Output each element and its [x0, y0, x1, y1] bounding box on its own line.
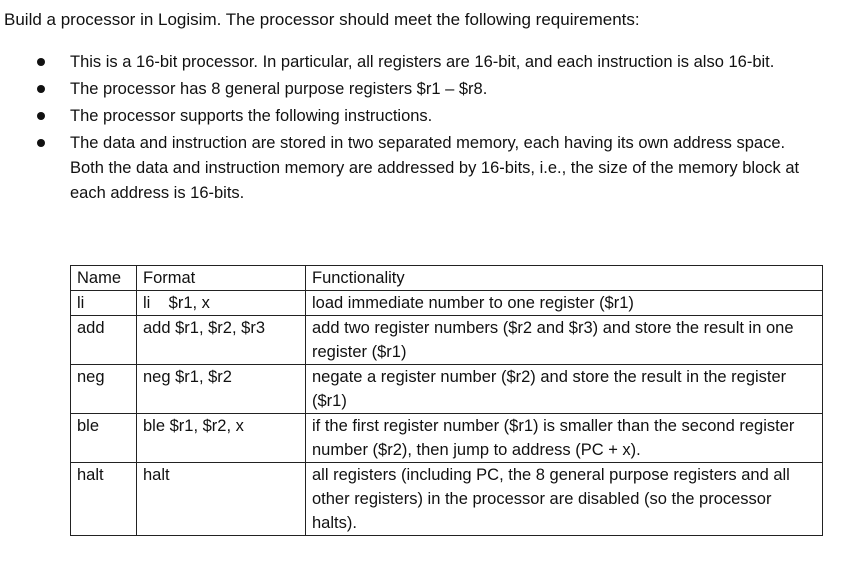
- cell-name: halt: [71, 463, 137, 536]
- table-row: [71, 365, 823, 414]
- bullet-icon: [37, 139, 45, 147]
- cell-functionality: load immediate number to one register ($r1): [306, 291, 823, 316]
- header-functionality: Functionality: [306, 266, 823, 291]
- cell-format: halt: [137, 463, 306, 536]
- cell-name: li: [71, 291, 137, 316]
- instruction-table: [70, 265, 823, 536]
- cell-format: ble $r1, $r2, x: [137, 414, 306, 463]
- requirement-item: [0, 104, 849, 129]
- cell-functionality: add two register numbers ($r2 and $r3) and store the result in one register ($r1): [306, 316, 823, 365]
- requirement-text: The processor has 8 general purpose registers $r1 – $r8.: [70, 80, 488, 98]
- requirement-text: The data and instruction are stored in two separated memory, each having its own address space. Both the data and instruction memory are addressed by 16-bits, i.e., the size of the memory block at each address is 16-bits.: [70, 134, 800, 202]
- cell-name: ble: [71, 414, 137, 463]
- bullet-icon: [37, 58, 45, 66]
- bullet-icon: [37, 85, 45, 93]
- requirement-text: The processor supports the following instructions.: [70, 107, 433, 125]
- cell-format: neg $r1, $r2: [137, 365, 306, 414]
- header-format: Format: [137, 266, 306, 291]
- cell-format: add $r1, $r2, $r3: [137, 316, 306, 365]
- cell-format: li $r1, x: [137, 291, 306, 316]
- cell-name: add: [71, 316, 137, 365]
- table-row: [71, 291, 823, 316]
- cell-functionality: if the first register number ($r1) is smaller than the second register number ($r2), then jump to address (PC + x).: [306, 414, 823, 463]
- cell-functionality: negate a register number ($r2) and store the result in the register ($r1): [306, 365, 823, 414]
- requirement-item: [0, 50, 849, 75]
- cell-functionality: all registers (including PC, the 8 general purpose registers and all other registers) in the processor are disabled (so the processor halts).: [306, 463, 823, 536]
- table-row: [71, 414, 823, 463]
- cell-name: neg: [71, 365, 137, 414]
- header-name: Name: [71, 266, 137, 291]
- table-row: [71, 463, 823, 536]
- requirement-text: This is a 16-bit processor. In particular, all registers are 16-bit, and each instruction is also 16-bit.: [70, 53, 775, 71]
- bullet-icon: [37, 112, 45, 120]
- table-header-row: [71, 266, 823, 291]
- table-row: [71, 316, 823, 365]
- requirement-item: [0, 77, 849, 102]
- intro-text: Build a processor in Logisim. The processor should meet the following requirements:: [4, 10, 640, 29]
- requirement-item: [0, 131, 849, 206]
- requirements-list: [0, 50, 849, 208]
